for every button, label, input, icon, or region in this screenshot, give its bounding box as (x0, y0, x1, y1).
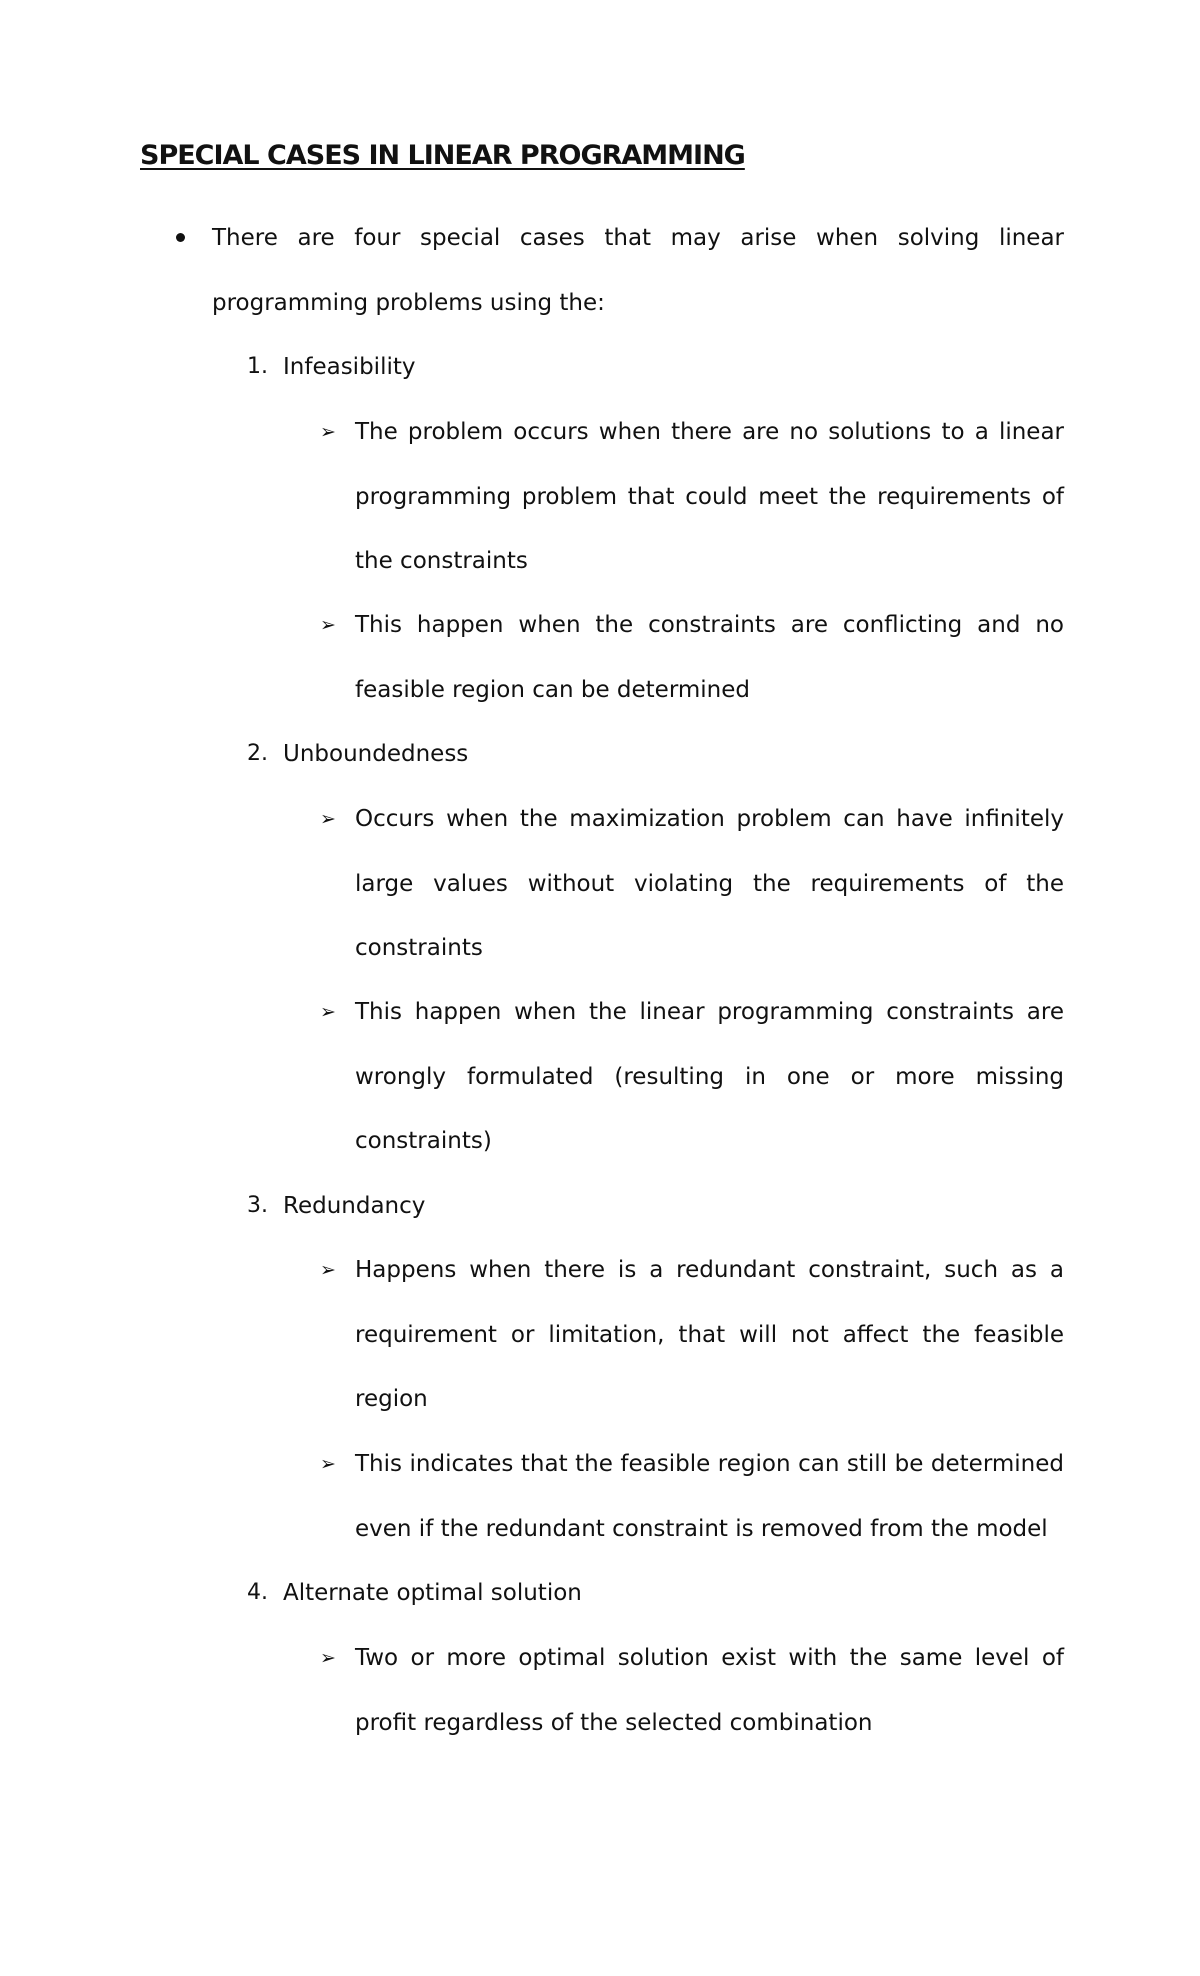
case-number: 4. (247, 1580, 268, 1605)
case-point: The problem occurs when there are no solutions to a linear programming problem that could meet the requirements of the constraints (355, 419, 1064, 574)
case-heading-unboundedness: Unboundedness (283, 741, 469, 767)
case-number: 3. (247, 1193, 268, 1218)
case-point: This indicates that the feasible region can still be determined even if the redundant constraint is removed from the model (355, 1451, 1064, 1542)
case-point: Happens when there is a redundant constraint, such as a requirement or limitation, that will not affect the feasible region (355, 1257, 1064, 1412)
case-point: This happen when the linear programming constraints are wrongly formulated (resulting in one or more missing constraints) (355, 999, 1064, 1154)
case-number: 2. (247, 741, 268, 766)
arrow-bullet-icon: ➢ (320, 614, 336, 636)
case-point: Occurs when the maximization problem can have infinitely large values without violating the requirements of the constraints (355, 806, 1064, 961)
case-heading-infeasibility: Infeasibility (283, 354, 416, 380)
arrow-bullet-icon: ➢ (320, 1453, 336, 1475)
arrow-bullet-icon: ➢ (320, 1001, 336, 1023)
arrow-bullet-icon: ➢ (320, 1259, 336, 1281)
case-point: Two or more optimal solution exist with the same level of profit regardless of the selected combination (355, 1645, 1064, 1736)
arrow-bullet-icon: ➢ (320, 1647, 336, 1669)
case-heading-redundancy: Redundancy (283, 1193, 426, 1219)
bullet-dot-icon (176, 233, 185, 242)
intro-paragraph: There are four special cases that may arise when solving linear programming problems using the: (212, 225, 1064, 316)
case-point: This happen when the constraints are conflicting and no feasible region can be determined (355, 612, 1064, 703)
case-number: 1. (247, 354, 268, 379)
arrow-bullet-icon: ➢ (320, 421, 336, 443)
page-title: SPECIAL CASES IN LINEAR PROGRAMMING (140, 140, 745, 171)
case-heading-alternate-optimal-solution: Alternate optimal solution (283, 1580, 582, 1606)
arrow-bullet-icon: ➢ (320, 808, 336, 830)
